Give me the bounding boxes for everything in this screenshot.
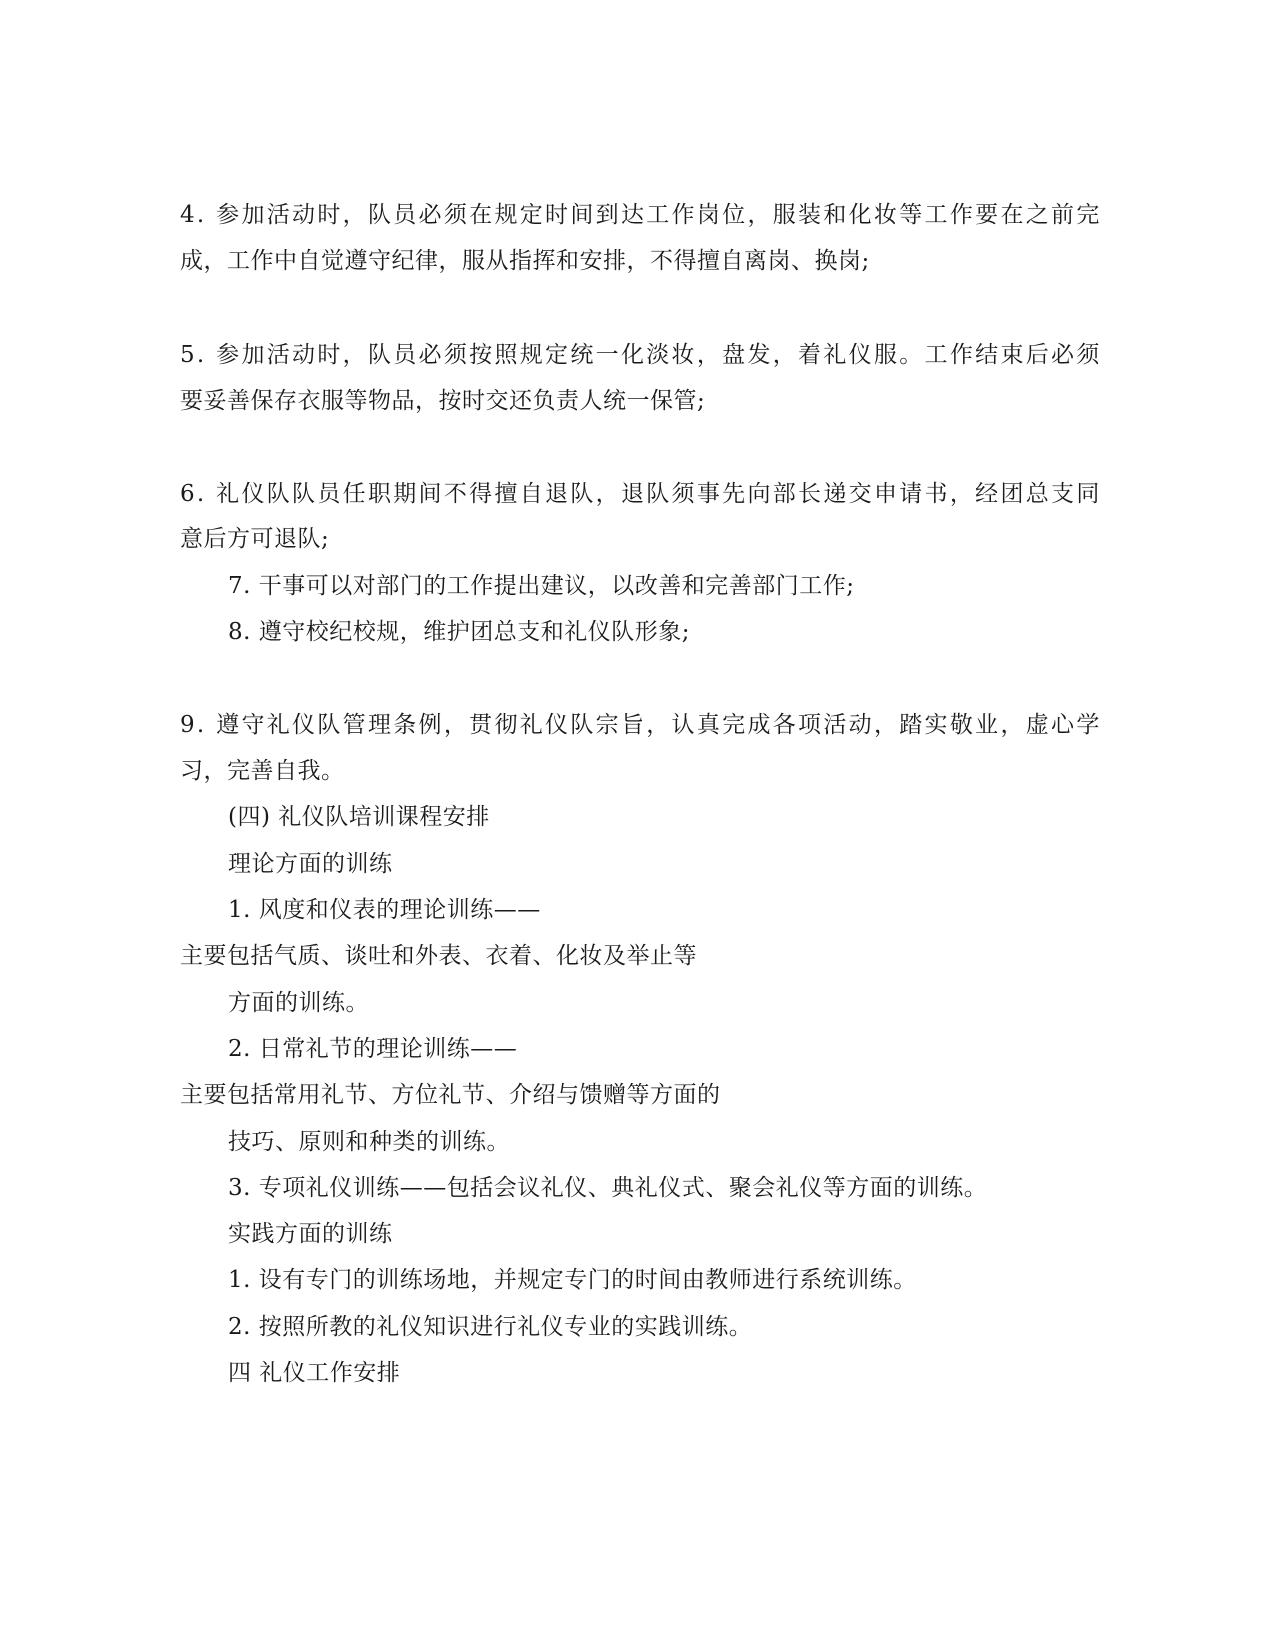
section-heading-training: (四) 礼仪队培训课程安排 xyxy=(228,804,490,830)
practice-item-2: 2. 按照所教的礼仪知识进行礼仪专业的实践训练。 xyxy=(228,1314,753,1340)
rule-4-line-2: 成，工作中自觉遵守纪律，服从指挥和安排，不得擅自离岗、换岗; xyxy=(180,248,870,274)
section-heading-work-arrangement: 四 礼仪工作安排 xyxy=(228,1360,401,1386)
subheading-practice: 实践方面的训练 xyxy=(228,1221,393,1247)
rule-4-line-1: 4. 参加活动时，队员必须在规定时间到达工作岗位，服装和化妆等工作要在之前完 xyxy=(180,202,1102,228)
rule-6-line-2: 意后方可退队; xyxy=(180,526,330,552)
rule-5-line-1: 5. 参加活动时，队员必须按照规定统一化淡妆，盘发，着礼仪服。工作结束后必须 xyxy=(180,342,1102,368)
rule-5-line-2: 要妥善保存衣服等物品，按时交还负责人统一保管; xyxy=(180,388,706,414)
theory-item-3: 3. 专项礼仪训练——包括会议礼仪、典礼仪式、聚会礼仪等方面的训练。 xyxy=(228,1175,988,1201)
theory-item-2: 2. 日常礼节的理论训练—— xyxy=(228,1036,518,1062)
practice-item-1: 1. 设有专门的训练场地，并规定专门的时间由教师进行系统训练。 xyxy=(228,1267,917,1293)
theory-item-1-detail: 主要包括气质、谈吐和外表、衣着、化妆及举止等 xyxy=(180,943,697,969)
theory-item-2-detail: 主要包括常用礼节、方位礼节、介绍与馈赠等方面的 xyxy=(180,1082,721,1108)
rule-9-line-1: 9. 遵守礼仪队管理条例，贯彻礼仪队宗旨，认真完成各项活动，踏实敬业，虚心学 xyxy=(180,712,1102,738)
theory-item-1: 1. 风度和仪表的理论训练—— xyxy=(228,897,541,923)
rule-9-line-2: 习，完善自我。 xyxy=(180,758,345,784)
rule-7: 7. 干事可以对部门的工作提出建议，以改善和完善部门工作; xyxy=(228,573,855,599)
theory-item-1-detail-cont: 方面的训练。 xyxy=(228,990,369,1016)
rule-8: 8. 遵守校纪校规，维护团总支和礼仪队形象; xyxy=(228,619,691,645)
theory-item-2-detail-cont: 技巧、原则和种类的训练。 xyxy=(228,1129,510,1155)
rule-6-line-1: 6. 礼仪队队员任职期间不得擅自退队，退队须事先向部长递交申请书，经团总支同 xyxy=(180,481,1102,507)
subheading-theory: 理论方面的训练 xyxy=(228,851,393,877)
